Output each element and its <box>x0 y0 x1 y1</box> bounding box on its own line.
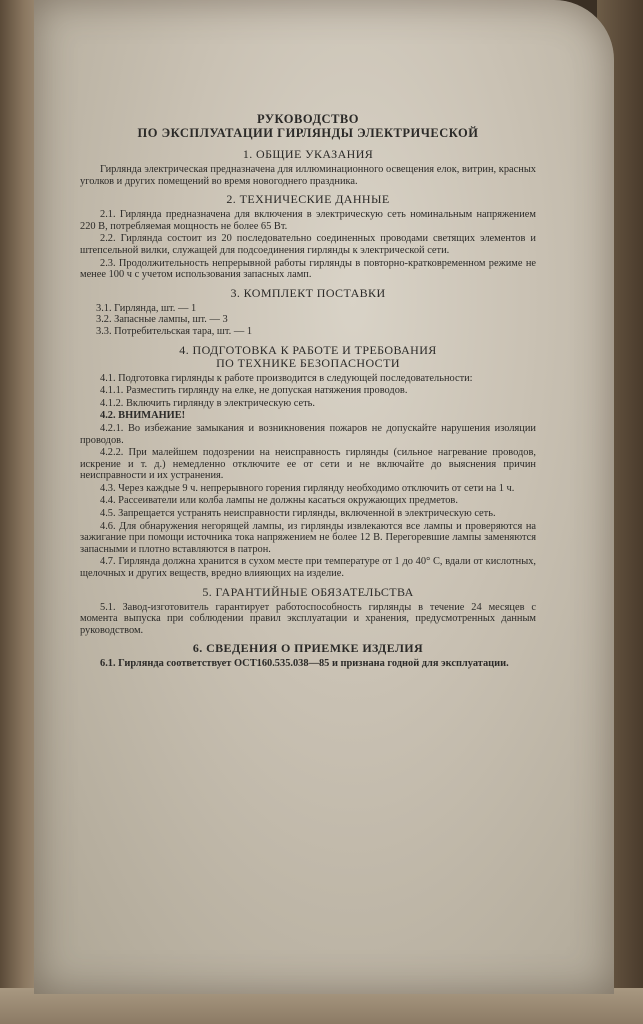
section-6-heading: 6. СВЕДЕНИЯ О ПРИЕМКЕ ИЗДЕЛИЯ <box>192 641 424 656</box>
paragraph-4-1-2: 4.1.2. Включить гирлянду в электрическую сеть. <box>100 397 315 409</box>
paragraph-6-1: 6.1. Гирлянда соответствует ОСТ160.535.038—85 и признана годной для эксплуатации. <box>100 658 509 670</box>
paragraph-4-3: 4.3. Через каждые 9 ч. непрерывного горения гирлянду необходимо отключить от сети на 1 ч. <box>100 482 515 494</box>
section-4-heading-line1: 4. ПОДГОТОВКА К РАБОТЕ И ТРЕБОВАНИЯ <box>179 342 437 357</box>
document-body <box>80 112 536 671</box>
paragraph-4-7: 4.7. Гирлянда должна хранится в сухом месте при температуре от 1 до 40° С, вдали от кислотных, щелочных и других веществ, вредно влияющих на изделие. <box>80 556 536 580</box>
item-3-3: 3.3. Потребительская тара, шт. — 1 <box>96 325 253 337</box>
section-1-paragraph: Гирлянда электрическая предназначена для иллюминационного освещения елок, витрин, красных уголков и других помещений во время новогоднего праздника. <box>80 164 536 187</box>
warning-heading: 4.2. ВНИМАНИЕ! <box>100 410 186 422</box>
paragraph-4-5: 4.5. Запрещается устранять неисправности гирлянды, включенной в электрическую сеть. <box>100 508 496 520</box>
item-3-1: 3.1. Гирлянда, шт. — 1 <box>96 302 197 314</box>
section-5-heading: 5. ГАРАНТИЙНЫЕ ОБЯЗАТЕЛЬСТВА <box>202 584 414 599</box>
paragraph-4-1-1: 4.1.1. Разместить гирлянду на елке, не допуская натяжения проводов. <box>100 385 408 397</box>
paragraph-2-2: 2.2. Гирлянда состоит из 20 последовательно соединенных проводами светящих элементов и штепсельной вилки, служащей для подсоединения гирлянды к электрической сети. <box>80 233 536 256</box>
document-title-line2: ПО ЭКСПЛУАТАЦИИ ГИРЛЯНДЫ ЭЛЕКТРИЧЕСКОЙ <box>137 126 479 140</box>
section-2-heading: 2. ТЕХНИЧЕСКИЕ ДАННЫЕ <box>226 192 390 207</box>
section-4-heading-line2: ПО ТЕХНИКЕ БЕЗОПАСНОСТИ <box>216 355 400 370</box>
paragraph-5-1: 5.1. Завод-изготовитель гарантирует работоспособность гирлянды в течение 24 месяцев с момента выпуска при соблюдении правил эксплуатации и хранения, предусмотренных данным руководством. <box>80 601 536 636</box>
paragraph-4-2-2: 4.2.2. При малейшем подозрении на неисправность гирлянды (сильное нагревание проводов, искрение и т. д.) немедленно отключите ее от сети и не включайте до выяснения причин неисправности и их устранения. <box>80 447 536 482</box>
paragraph-4-2-1: 4.2.1. Во избежание замыкания и возникновения пожаров не допускайте нарушения изоляции проводов. <box>80 422 536 446</box>
section-3-heading: 3. КОМПЛЕКТ ПОСТАВКИ <box>230 285 386 300</box>
paragraph-4-6: 4.6. Для обнаружения негорящей лампы, из гирлянды извлекаются все лампы и проверяются на зажигание при помощи источника тока напряжением не более 12 В. Перегоревшие лампы заменяются запасными и плотно вставляются в патрон. <box>80 520 536 555</box>
paragraph-2-3: 2.3. Продолжительность непрерывной работы гирлянды в повторно-кратковременном режиме не менее 100 ч с учетом использования запасных ламп. <box>80 257 536 281</box>
paragraph-4-1: 4.1. Подготовка гирлянды к работе производится в следующей последовательности: <box>100 372 473 384</box>
paragraph-2-1: 2.1. Гирлянда предназначена для включения в электрическую сеть номинальным напряжением 220 В, потребляемая мощность не более 65 Вт. <box>80 209 536 232</box>
paragraph-4-4: 4.4. Рассеиватели или колба лампы не должны касаться окружающих предметов. <box>100 495 458 507</box>
item-3-2: 3.2. Запасные лампы, шт. — 3 <box>96 314 228 326</box>
document-title-line1: РУКОВОДСТВО <box>257 112 359 126</box>
section-1-heading: 1. ОБЩИЕ УКАЗАНИЯ <box>242 147 374 161</box>
